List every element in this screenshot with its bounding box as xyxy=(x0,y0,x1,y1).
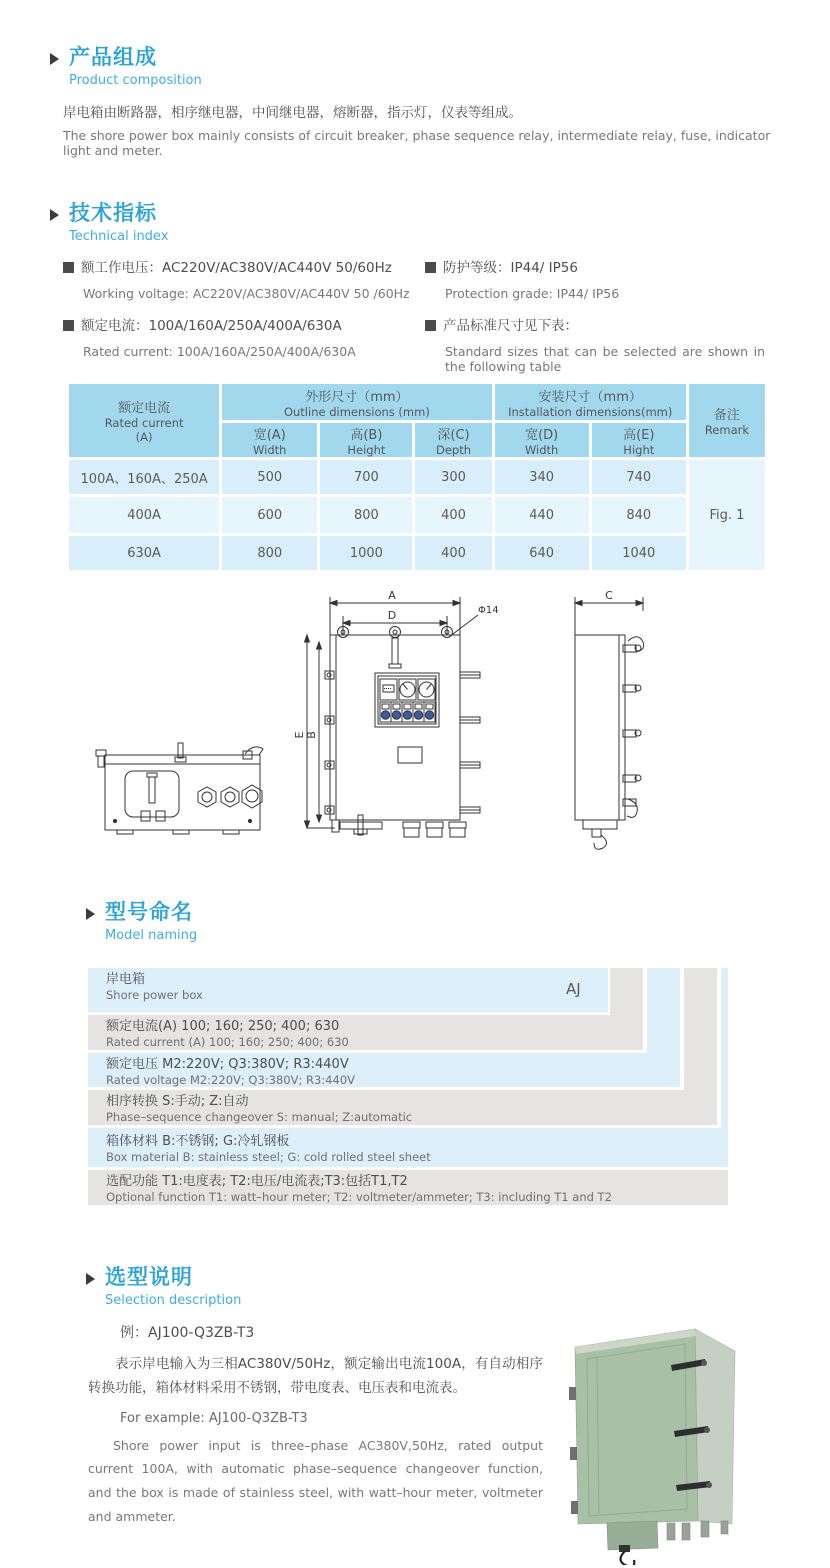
section-title-en: Technical index xyxy=(69,229,169,245)
spec-list-right xyxy=(425,256,770,387)
selection-body-cn: 表示岸电输入为三相AC380V/50Hz，额定输出电流100A，有自动相序转换功能，箱体材料采用不锈钢，带电度表、电压表和电流表。 xyxy=(88,1356,543,1397)
table-subheader-width-d: 宽(D) Width xyxy=(495,423,589,457)
product-composition-text-en: The shore power box mainly consists of circuit breaker, phase sequence relay, intermediate relay, fuse, indicator light and meter. xyxy=(63,128,771,158)
square-bullet-icon xyxy=(425,262,436,273)
table-header-current: 额定电流 Rated current (A) xyxy=(69,384,219,457)
spec-item-en: Protection grade: IP44/ IP56 xyxy=(445,286,620,301)
cell-remark: Fig. 1 xyxy=(689,460,765,570)
section-technical-index-heading xyxy=(50,202,168,244)
dim-label-b: B xyxy=(305,731,318,739)
dim-label-phi14: Φ14 xyxy=(478,605,499,616)
section-title: 型号命名 xyxy=(105,900,193,924)
table-header-outline: 外形尺寸（mm） Outline dimensions (mm) xyxy=(222,384,491,420)
spec-item: 防护等级：IP44/ IP56 xyxy=(425,256,770,276)
spec-item: 额定电流：100A/160A/250A/400A/630A xyxy=(63,314,418,334)
spec-item: 产品标准尺寸见下表： xyxy=(425,314,770,334)
selection-example-cn: 例：AJ100-Q3ZB-T3 xyxy=(120,1325,255,1341)
spec-item-en: Working voltage: AC220V/AC380V/AC440V 50 /60Hz xyxy=(83,286,410,301)
section-selection-heading xyxy=(86,1266,241,1308)
page-title-en: Product composition xyxy=(69,73,202,89)
selection-text xyxy=(88,1322,543,1529)
spec-item: 额工作电压：AC220V/AC380V/AC440V 50/60Hz xyxy=(63,256,418,276)
section-arrow-icon xyxy=(50,209,59,221)
square-bullet-icon xyxy=(63,262,74,273)
square-bullet-icon xyxy=(425,320,436,331)
section-title: 选型说明 xyxy=(105,1265,193,1289)
product-composition-text-cn: 岸电箱由断路器，相序继电器，中间继电器，熔断器，指示灯，仪表等组成。 xyxy=(63,105,522,121)
cell-current: 100A、160A、250A xyxy=(69,460,219,494)
section-title-en: Selection description xyxy=(105,1293,242,1309)
technical-drawing xyxy=(85,585,745,885)
table-row: 630A 800 1000 400 640 1040 xyxy=(69,536,765,570)
table-subheader-width-a: 宽(A) Width xyxy=(222,423,317,457)
drawing-front-view xyxy=(305,597,481,837)
section-arrow-icon xyxy=(86,1273,95,1285)
table-row: 100A、160A、250A 500 700 300 340 740 Fig. 1 xyxy=(69,460,765,494)
drawing-bottom-view xyxy=(96,743,263,834)
cell-current: 630A xyxy=(69,536,219,570)
model-row-box-material: 箱体材料 B:不锈钢; G:冷轧钢板 Box material B: stainless steel; G: cold rolled steel sheet xyxy=(88,1128,728,1167)
model-prefix: AJ xyxy=(566,980,581,998)
square-bullet-icon xyxy=(63,320,74,331)
dim-label-a: A xyxy=(388,589,396,602)
page-title: 产品组成 xyxy=(69,45,157,69)
section-product-composition-heading xyxy=(50,46,202,88)
dimensions-table xyxy=(66,381,768,573)
model-row-phase-changeover: 相序转换 S:手动; Z:自动 Phase–sequence changeover S: manual; Z:automatic xyxy=(88,1090,717,1125)
product-photo xyxy=(545,1295,815,1565)
drawing-side-view xyxy=(575,597,644,849)
table-subheader-depth-c: 深(C) Depth xyxy=(415,423,491,457)
section-title: 技术指标 xyxy=(69,201,157,225)
model-row-rated-current: 额定电流(A) 100; 160; 250; 400; 630 Rated current (A) 100; 160; 250; 400; 630 xyxy=(88,1015,643,1050)
table-header-install: 安装尺寸（mm） Installation dimensions(mm) xyxy=(495,384,686,420)
cell-current: 400A xyxy=(69,497,219,533)
spec-list-left xyxy=(63,256,418,372)
model-row-shore-power-box: 岸电箱 Shore power box AJ xyxy=(88,968,608,1012)
table-subheader-height-b: 高(B) Height xyxy=(320,423,412,457)
table-row: 400A 600 800 400 440 840 xyxy=(69,497,765,533)
dim-label-e: E xyxy=(293,731,306,739)
spec-item-en: Rated current: 100A/160A/250A/400A/630A xyxy=(83,344,356,359)
dim-label-d: D xyxy=(387,609,397,622)
selection-example-en: For example: AJ100-Q3ZB-T3 xyxy=(120,1410,308,1426)
table-subheader-hight-e: 高(E) Hight xyxy=(592,423,686,457)
section-arrow-icon xyxy=(86,908,95,920)
model-row-optional-function: 选配功能 T1:电度表; T2:电压/电流表;T3:包括T1,T2 Optional function T1: watt–hour meter; T2: voltmeter/ammeter; T3: including T1 and T2 xyxy=(88,1170,728,1205)
section-arrow-icon xyxy=(50,53,59,65)
table-header-remark: 备注 Remark xyxy=(689,384,765,457)
selection-body-en: Shore power input is three–phase AC380V,50Hz, rated output current 100A, with automatic phase–sequence changeover function, and the box is made of stainless steel, with watt–hour meter, voltmeter and ammeter. xyxy=(88,1437,543,1524)
dim-label-c: C xyxy=(605,589,613,602)
model-naming-diagram xyxy=(88,968,728,1205)
spec-item-en: Standard sizes that can be selected are shown in the following table xyxy=(445,344,765,374)
section-title-en: Model naming xyxy=(105,928,198,944)
section-model-naming-heading xyxy=(86,901,197,943)
model-row-rated-voltage: 额定电压 M2:220V; Q3:380V; R3:440V Rated voltage M2:220V; Q3:380V; R3:440V xyxy=(88,1053,680,1087)
